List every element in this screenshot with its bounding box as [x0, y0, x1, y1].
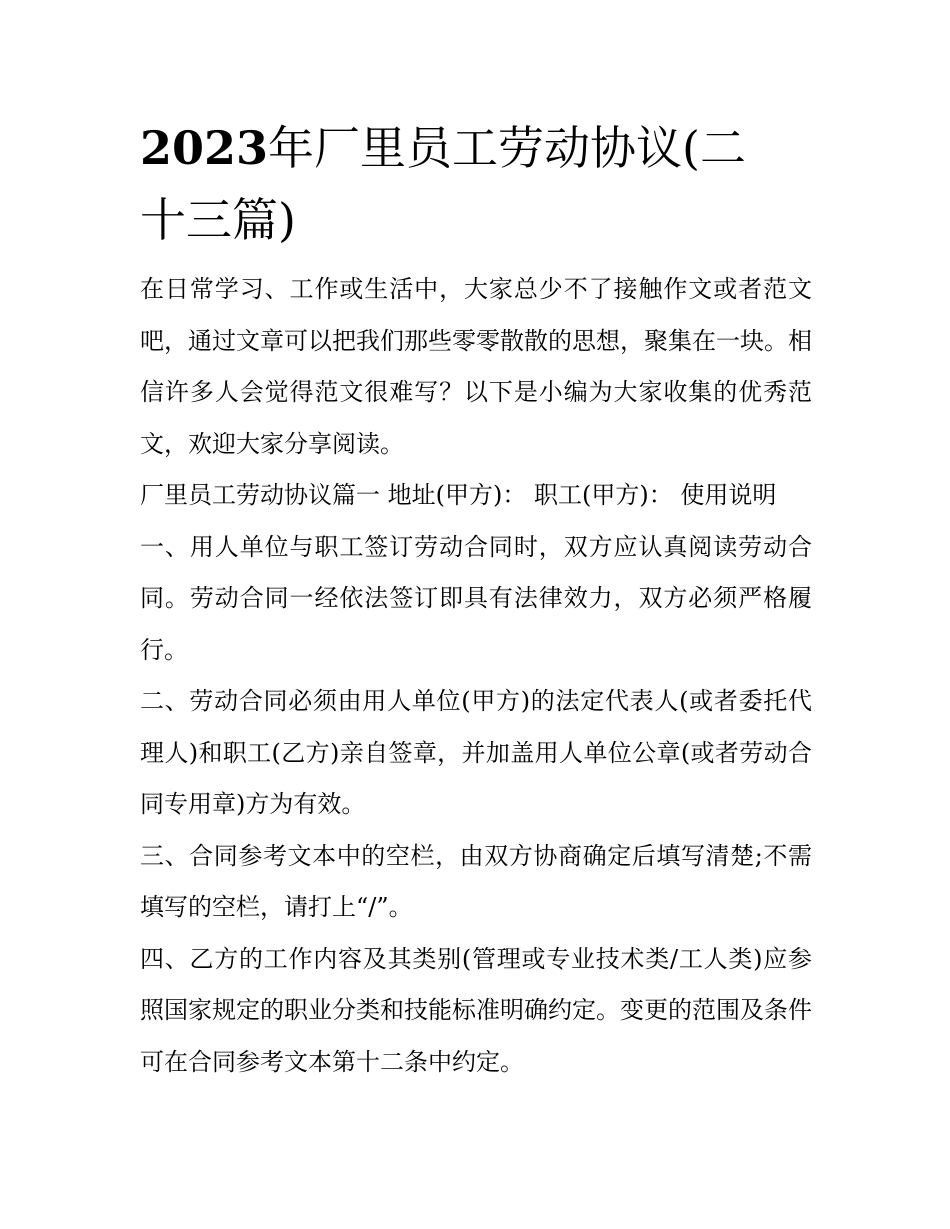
document-title	[140, 112, 780, 256]
document-content	[140, 112, 812, 1088]
paragraph-item-1: 一、用人单位与职工签订劳动合同时，双方应认真阅读劳动合同。劳动合同一经依法签订即具有法律效力，双方必须严格履行。	[140, 532, 812, 664]
paragraph-item-4: 四、乙方的工作内容及其类别(管理或专业技术类/工人类)应参照国家规定的职业分类和技能标准明确约定。变更的范围及条件可在合同参考文本第十二条中约定。	[140, 944, 812, 1076]
title-year: 2023	[140, 121, 269, 175]
paragraph-intro: 在日常学习、工作或生活中，大家总少不了接触作文或者范文吧，通过文章可以把我们那些零零散散的思想，聚集在一块。相信许多人会觉得范文很难写？以下是小编为大家收集的优秀范文，欢迎大家分享阅读。	[140, 275, 812, 458]
paragraph-item-2: 二、劳动合同必须由用人单位(甲方)的法定代表人(或者委托代理人)和职工(乙方)亲自签章，并加盖用人单位公章(或者劳动合同专用章)方为有效。	[140, 687, 812, 818]
paragraph-header-line: 厂里员工劳动协议篇一 地址(甲方)： 职工(甲方)： 使用说明	[140, 481, 777, 509]
title-text: 年厂里员工劳动协议(二十三篇)	[140, 121, 746, 247]
paragraph-item-3: 三、合同参考文本中的空栏，由双方协商确定后填写清楚;不需填写的空栏，请打上“/”。	[140, 841, 812, 921]
